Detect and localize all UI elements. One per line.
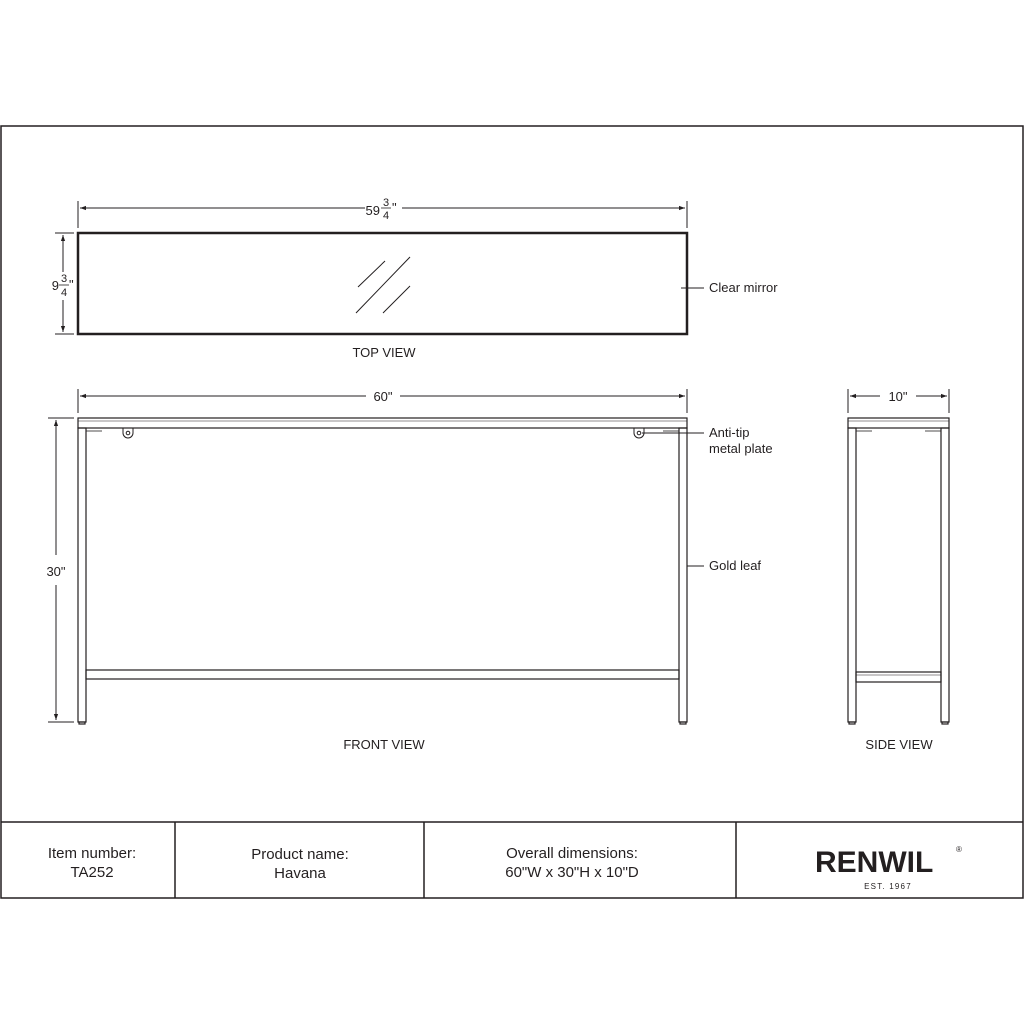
top-depth-den: 4 bbox=[60, 287, 68, 299]
gold-leaf-label: Gold leaf bbox=[709, 558, 762, 573]
side-view bbox=[848, 389, 949, 752]
top-width-whole: 59 bbox=[365, 203, 380, 218]
clear-mirror-label: Clear mirror bbox=[709, 280, 778, 295]
top-view bbox=[52, 197, 779, 360]
brand-registered-mark: ® bbox=[956, 845, 964, 854]
top-view-title: TOP VIEW bbox=[352, 345, 416, 360]
sheet-border bbox=[1, 126, 1023, 898]
brand-logo: RENWIL bbox=[815, 846, 934, 879]
side-view-title: SIDE VIEW bbox=[865, 737, 933, 752]
overall-dimensions-label: Overall dimensions: bbox=[506, 845, 638, 862]
product-name-value: Havana bbox=[274, 865, 326, 882]
top-width-num: 3 bbox=[382, 197, 390, 209]
product-name-label: Product name: bbox=[251, 846, 349, 863]
anti-tip-plate-icon bbox=[123, 428, 644, 438]
title-block bbox=[1, 822, 1023, 898]
top-width-den: 4 bbox=[382, 210, 390, 222]
mirror-top-outline bbox=[78, 233, 687, 334]
top-depth-whole: 9 bbox=[51, 278, 59, 293]
front-view bbox=[46, 389, 772, 752]
item-number-label: Item number: bbox=[47, 845, 137, 862]
mirror-reflection-marks bbox=[356, 257, 410, 313]
front-width-label: 60" bbox=[373, 389, 393, 404]
top-width-unit: " bbox=[392, 200, 397, 215]
brand-tagline: EST. 1967 bbox=[864, 882, 912, 891]
console-side-frame bbox=[848, 418, 949, 724]
front-view-title: FRONT VIEW bbox=[343, 737, 425, 752]
top-depth-unit: " bbox=[69, 277, 74, 292]
top-depth-num: 3 bbox=[60, 273, 68, 285]
item-number-value: TA252 bbox=[70, 864, 114, 881]
console-front-frame bbox=[78, 418, 687, 724]
side-depth-label: 10" bbox=[888, 389, 908, 404]
anti-tip-label-line1: Anti-tip bbox=[709, 425, 750, 440]
anti-tip-label-line2: metal plate bbox=[709, 441, 773, 456]
overall-dimensions-value: 60"W x 30"H x 10"D bbox=[505, 864, 639, 881]
front-height-label: 30" bbox=[46, 564, 66, 579]
